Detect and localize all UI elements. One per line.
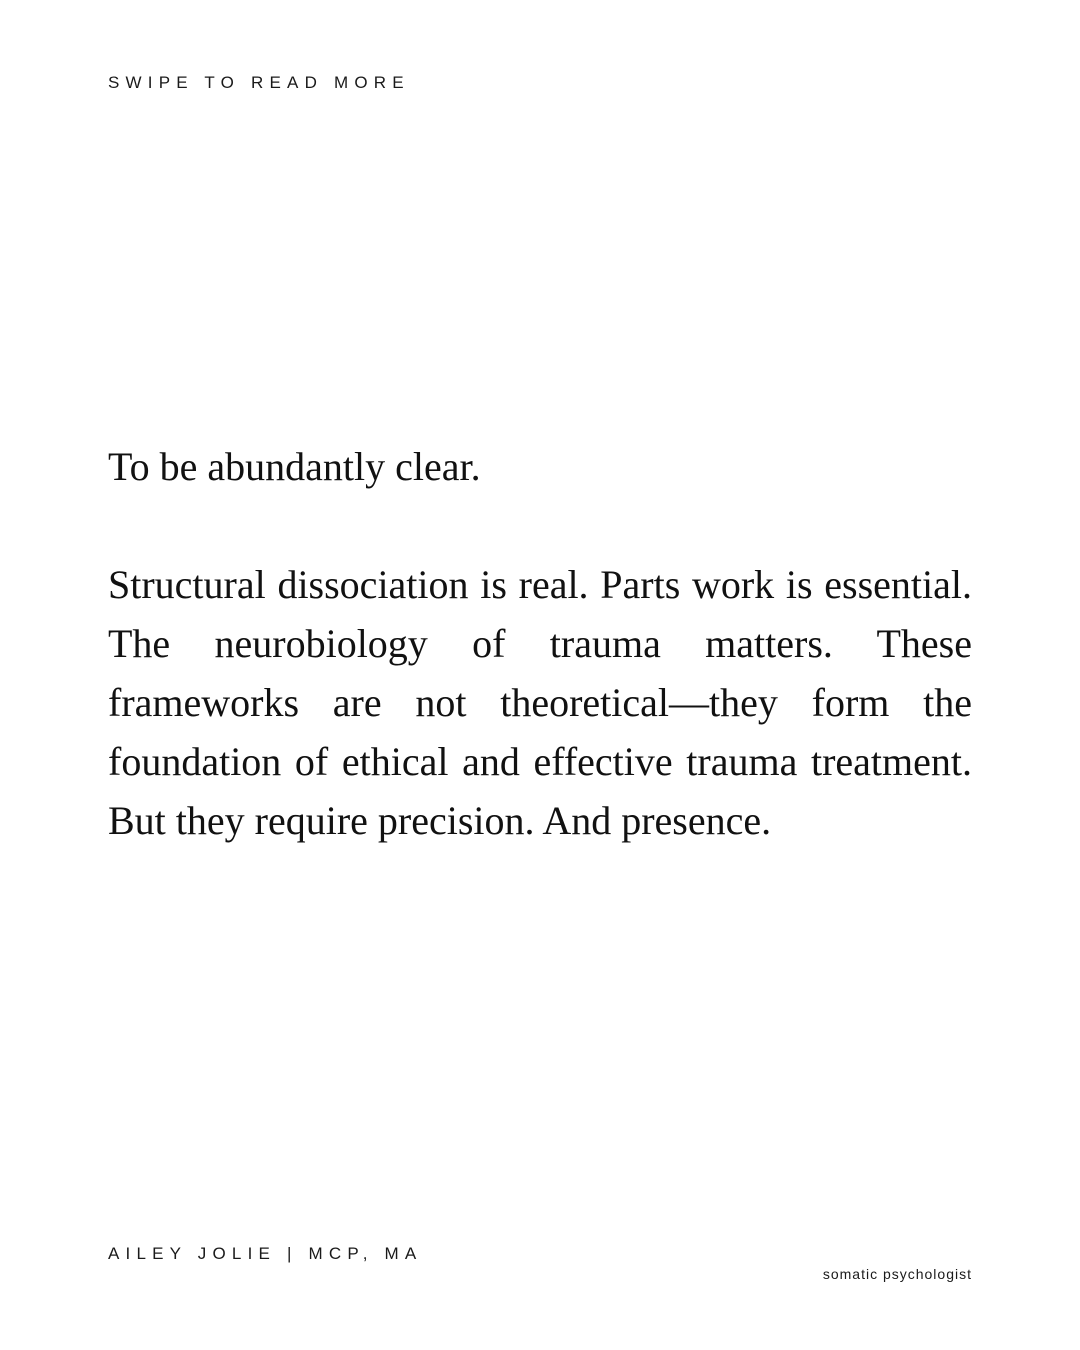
- post-content: [108, 437, 972, 850]
- author-credit: AILEY JOLIE | MCP, MA: [108, 1244, 423, 1263]
- body-paragraph: Structural dissociation is real. Parts work is essential. The neurobiology of trauma matters. These frameworks are not theoretical—they form the foundation of ethical and effective trauma treatment. But they require precision. And presence.: [108, 562, 972, 843]
- author-role: somatic psychologist: [822, 1266, 972, 1282]
- swipe-to-read-more-label: SWIPE TO READ MORE: [108, 73, 410, 92]
- lead-sentence: To be abundantly clear.: [108, 444, 481, 489]
